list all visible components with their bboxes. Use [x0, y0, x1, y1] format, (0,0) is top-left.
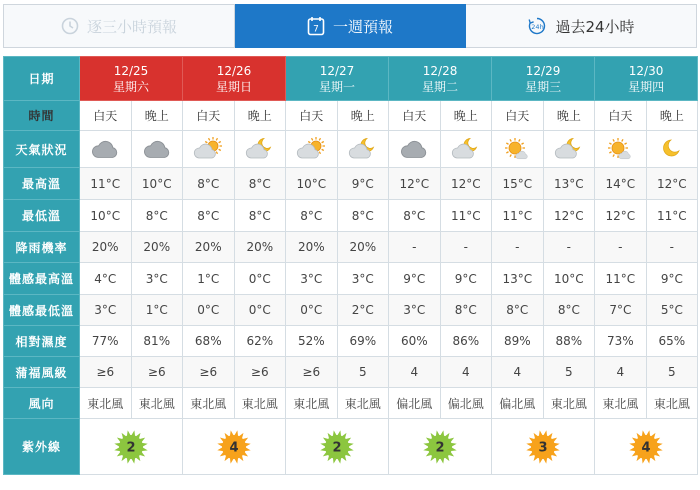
min-temp-night-value: 11°C: [440, 200, 492, 232]
wind-scale-night-value: ≥6: [131, 357, 183, 388]
weather-cell: [234, 131, 286, 168]
feel-max-day-value: 11°C: [595, 263, 647, 295]
min-temp-day-value: 8°C: [183, 200, 235, 232]
wind-scale-day-value: ≥6: [80, 357, 132, 388]
date-text: 12/29: [525, 63, 561, 78]
tab-label: 過去24小時: [555, 17, 635, 36]
humidity-night-value: 65%: [646, 326, 698, 357]
feel-max-day-value: 3°C: [286, 263, 338, 295]
time-day-label: 白天: [492, 101, 544, 131]
uv-index-value: 4: [641, 440, 651, 455]
feel-min-day-value: 3°C: [389, 295, 441, 326]
weather-cell: [595, 131, 647, 168]
row-header-date: 日期: [4, 57, 80, 101]
weekday-text: 星期三: [525, 79, 562, 94]
feel-max-day-value: 4°C: [80, 263, 132, 295]
sun-uv-icon: [317, 427, 357, 467]
wind-scale-night-value: ≥6: [234, 357, 286, 388]
weather-cell: [80, 131, 132, 168]
time-night-label: 晚上: [440, 101, 492, 131]
rain-night-value: -: [646, 232, 698, 263]
max-temp-night-value: 9°C: [337, 168, 389, 200]
uv-index-badge: [492, 427, 594, 467]
row-header-weather: 天氣狀況: [4, 131, 80, 168]
uv-index-badge: [595, 427, 697, 467]
humidity-night-value: 88%: [543, 326, 595, 357]
cloudy-icon: [132, 137, 183, 161]
time-day-label: 白天: [183, 101, 235, 131]
tab-3-hour-forecast[interactable]: [3, 4, 235, 48]
weather-cell: [440, 131, 492, 168]
rain-night-value: 20%: [337, 232, 389, 263]
time-night-label: 晚上: [646, 101, 698, 131]
clock-icon: [61, 17, 79, 35]
humidity-day-value: 73%: [595, 326, 647, 357]
row-header-wind-dir: 風向: [4, 388, 80, 419]
time-night-label: 晚上: [234, 101, 286, 131]
feel-max-day-value: 1°C: [183, 263, 235, 295]
wind-scale-day-value: 4: [595, 357, 647, 388]
wind-dir-day-value: 東北風: [183, 388, 235, 419]
max-temp-night-value: 12°C: [646, 168, 698, 200]
wind-scale-night-value: 5: [337, 357, 389, 388]
min-temp-day-value: 8°C: [389, 200, 441, 232]
max-temp-night-value: 12°C: [440, 168, 492, 200]
moon-behind-cloud-icon: [441, 137, 492, 161]
sun-behind-cloud-icon: [183, 137, 234, 161]
wind-dir-night-value: 東北風: [131, 388, 183, 419]
humidity-day-value: 77%: [80, 326, 132, 357]
calendar-icon: [307, 16, 325, 36]
moon-behind-cloud-icon: [235, 137, 286, 161]
rain-day-value: 20%: [286, 232, 338, 263]
wind-scale-night-value: 4: [440, 357, 492, 388]
feel-min-night-value: 8°C: [440, 295, 492, 326]
wind-dir-day-value: 東北風: [286, 388, 338, 419]
weather-cell: [389, 131, 441, 168]
row-header-uv: 紫外線: [4, 419, 80, 475]
uv-index-cell: [286, 419, 389, 475]
rain-day-value: 20%: [80, 232, 132, 263]
date-header-cell: [286, 57, 389, 101]
feel-max-day-value: 9°C: [389, 263, 441, 295]
min-temp-night-value: 8°C: [131, 200, 183, 232]
time-day-label: 白天: [286, 101, 338, 131]
wind-dir-night-value: 東北風: [543, 388, 595, 419]
uv-index-cell: [183, 419, 286, 475]
date-text: 12/28: [422, 63, 458, 78]
rain-night-value: 20%: [234, 232, 286, 263]
time-night-label: 晚上: [337, 101, 389, 131]
sun-uv-icon: [420, 427, 460, 467]
uv-index-value: 4: [229, 440, 239, 455]
uv-index-value: 2: [126, 440, 136, 455]
time-night-label: 晚上: [543, 101, 595, 131]
wind-scale-night-value: 5: [646, 357, 698, 388]
rain-day-value: -: [389, 232, 441, 263]
uv-index-badge: [389, 427, 491, 467]
min-temp-night-value: 8°C: [234, 200, 286, 232]
min-temp-day-value: 11°C: [492, 200, 544, 232]
min-temp-night-value: 11°C: [646, 200, 698, 232]
min-temp-night-value: 12°C: [543, 200, 595, 232]
tab-weekly-forecast[interactable]: [235, 4, 466, 48]
max-temp-day-value: 15°C: [492, 168, 544, 200]
cloudy-icon: [80, 137, 131, 161]
humidity-night-value: 81%: [131, 326, 183, 357]
weekday-text: 星期日: [216, 79, 253, 94]
humidity-day-value: 60%: [389, 326, 441, 357]
rain-night-value: -: [543, 232, 595, 263]
cloudy-icon: [389, 137, 440, 161]
rain-night-value: -: [440, 232, 492, 263]
uv-index-badge: [183, 427, 285, 467]
rain-day-value: -: [595, 232, 647, 263]
date-text: 12/30: [628, 63, 664, 78]
feel-min-day-value: 3°C: [80, 295, 132, 326]
wind-dir-night-value: 東北風: [234, 388, 286, 419]
wind-scale-day-value: 4: [492, 357, 544, 388]
humidity-night-value: 69%: [337, 326, 389, 357]
time-day-label: 白天: [595, 101, 647, 131]
weekday-text: 星期二: [422, 79, 459, 94]
forecast-tabs: [3, 4, 697, 48]
calendar-digit: 7: [313, 24, 319, 35]
wind-scale-day-value: 4: [389, 357, 441, 388]
uv-index-badge: [80, 427, 182, 467]
feel-min-night-value: 1°C: [131, 295, 183, 326]
weather-cell: [337, 131, 389, 168]
feel-max-day-value: 13°C: [492, 263, 544, 295]
time-day-label: 白天: [389, 101, 441, 131]
max-temp-day-value: 10°C: [286, 168, 338, 200]
feel-max-night-value: 3°C: [131, 263, 183, 295]
max-temp-day-value: 8°C: [183, 168, 235, 200]
uv-index-value: 3: [538, 440, 548, 455]
row-header-feel-min: 體感最低溫: [4, 295, 80, 326]
feel-min-night-value: 5°C: [646, 295, 698, 326]
tab-label: 逐三小時預報: [86, 17, 177, 36]
date-header-cell: [492, 57, 595, 101]
date-text: 12/27: [319, 63, 355, 78]
row-header-humidity: 相對濕度: [4, 326, 80, 357]
max-temp-night-value: 13°C: [543, 168, 595, 200]
weekday-text: 星期六: [113, 79, 150, 94]
rain-night-value: 20%: [131, 232, 183, 263]
humidity-day-value: 89%: [492, 326, 544, 357]
sun-small-cloud-icon: [595, 137, 646, 161]
time-day-label: 白天: [80, 101, 132, 131]
weekly-forecast-table: [3, 56, 698, 475]
wind-dir-night-value: 東北風: [646, 388, 698, 419]
max-temp-night-value: 8°C: [234, 168, 286, 200]
humidity-night-value: 86%: [440, 326, 492, 357]
feel-min-day-value: 0°C: [286, 295, 338, 326]
wind-dir-night-value: 偏北風: [440, 388, 492, 419]
feel-min-day-value: 0°C: [183, 295, 235, 326]
feel-max-night-value: 9°C: [440, 263, 492, 295]
rain-day-value: 20%: [183, 232, 235, 263]
row-header-feel-max: 體感最高溫: [4, 263, 80, 295]
max-temp-day-value: 14°C: [595, 168, 647, 200]
max-temp-day-value: 12°C: [389, 168, 441, 200]
24h-badge: 24h: [531, 23, 545, 31]
row-header-min-temp: 最低溫: [4, 200, 80, 232]
humidity-night-value: 62%: [234, 326, 286, 357]
weather-cell: [492, 131, 544, 168]
moon-behind-cloud-icon: [338, 137, 389, 161]
weekday-text: 星期四: [628, 79, 665, 94]
sun-small-cloud-icon: [492, 137, 543, 161]
max-temp-day-value: 11°C: [80, 168, 132, 200]
uv-index-value: 2: [332, 440, 342, 455]
row-header-rain: 降雨機率: [4, 232, 80, 263]
sun-uv-icon: [111, 427, 151, 467]
moon-behind-cloud-icon: [544, 137, 595, 161]
weekday-text: 星期一: [319, 79, 356, 94]
weather-cell: [646, 131, 698, 168]
wind-dir-day-value: 偏北風: [389, 388, 441, 419]
wind-scale-night-value: 5: [543, 357, 595, 388]
wind-dir-day-value: 東北風: [80, 388, 132, 419]
date-header-cell: [595, 57, 698, 101]
feel-max-night-value: 3°C: [337, 263, 389, 295]
sun-behind-cloud-icon: [286, 137, 337, 161]
tab-past-24-hours[interactable]: [466, 4, 697, 48]
date-header-cell: [183, 57, 286, 101]
feel-min-night-value: 2°C: [337, 295, 389, 326]
feel-min-night-value: 8°C: [543, 295, 595, 326]
feel-max-night-value: 9°C: [646, 263, 698, 295]
rain-day-value: -: [492, 232, 544, 263]
wind-dir-day-value: 東北風: [595, 388, 647, 419]
crescent-moon-icon: [647, 137, 698, 161]
date-text: 12/26: [216, 63, 252, 78]
wind-scale-day-value: ≥6: [286, 357, 338, 388]
feel-min-day-value: 8°C: [492, 295, 544, 326]
date-header-cell: [389, 57, 492, 101]
row-header-wind-scale: 蒲福風級: [4, 357, 80, 388]
time-night-label: 晚上: [131, 101, 183, 131]
date-header-cell: [80, 57, 183, 101]
uv-index-badge: [286, 427, 388, 467]
wind-dir-day-value: 偏北風: [492, 388, 544, 419]
date-text: 12/25: [113, 63, 149, 78]
uv-index-cell: [80, 419, 183, 475]
feel-min-day-value: 7°C: [595, 295, 647, 326]
uv-index-cell: [389, 419, 492, 475]
min-temp-day-value: 12°C: [595, 200, 647, 232]
min-temp-night-value: 8°C: [337, 200, 389, 232]
sun-uv-icon: [214, 427, 254, 467]
sun-uv-icon: [523, 427, 563, 467]
humidity-day-value: 68%: [183, 326, 235, 357]
row-header-time: 時間: [4, 101, 80, 131]
min-temp-day-value: 10°C: [80, 200, 132, 232]
weather-cell: [286, 131, 338, 168]
humidity-day-value: 52%: [286, 326, 338, 357]
feel-max-night-value: 10°C: [543, 263, 595, 295]
row-header-max-temp: 最高溫: [4, 168, 80, 200]
weather-cell: [183, 131, 235, 168]
uv-index-value: 2: [435, 440, 445, 455]
weather-cell: [543, 131, 595, 168]
wind-scale-day-value: ≥6: [183, 357, 235, 388]
wind-dir-night-value: 東北風: [337, 388, 389, 419]
feel-max-night-value: 0°C: [234, 263, 286, 295]
24h-history-icon: [527, 16, 547, 36]
feel-min-night-value: 0°C: [234, 295, 286, 326]
tab-label: 一週預報: [332, 17, 393, 36]
sun-uv-icon: [626, 427, 666, 467]
uv-index-cell: [595, 419, 698, 475]
max-temp-night-value: 10°C: [131, 168, 183, 200]
uv-index-cell: [492, 419, 595, 475]
weather-cell: [131, 131, 183, 168]
min-temp-day-value: 8°C: [286, 200, 338, 232]
